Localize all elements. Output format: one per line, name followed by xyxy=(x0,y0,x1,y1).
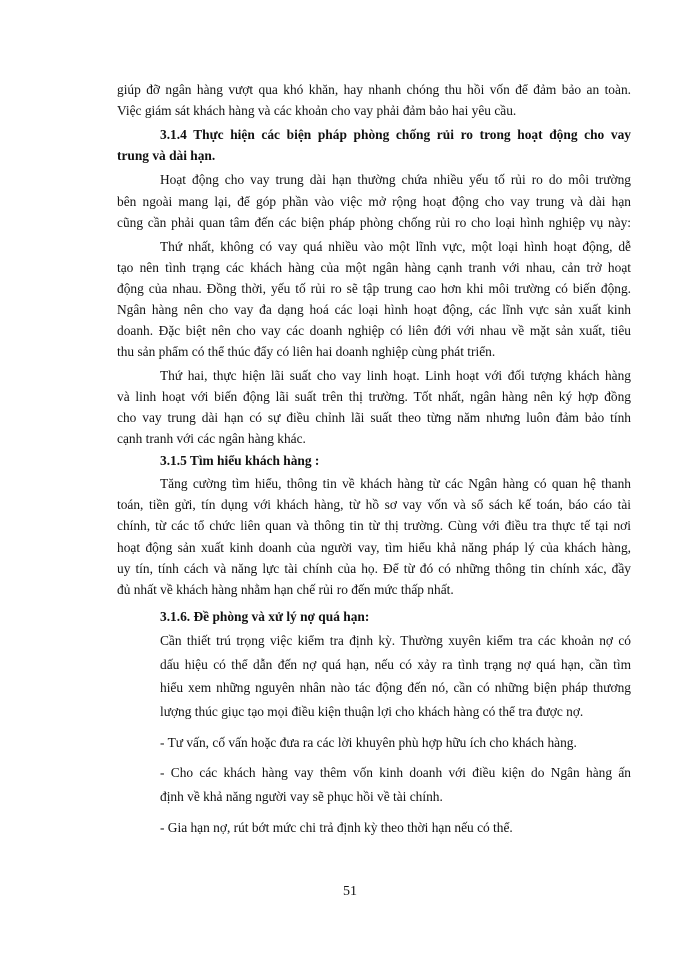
section-heading-line: 3.1.5 Tìm hiểu khách hàng : xyxy=(160,453,320,468)
text-line: giúp đỡ ngân hàng vượt qua khó khăn, hay nhanh chóng thu hồi vốn để đảm bảo an toàn. xyxy=(117,82,631,97)
text-line: doanh. Đặc biệt nên cho vay các doanh nghiệp có liên đới với nhau về mặt sản xuất, tiêu xyxy=(117,323,631,338)
text-line: động của nhau. Đồng thời, yếu tố rủi ro sẽ tập trung cao hơn khi môi trường có biến động. xyxy=(117,281,631,296)
text-line: cho vay trung dài hạn có sự điều chỉnh lãi suất theo từng năm nhưng luôn đảm bảo tính xyxy=(117,410,631,425)
text-line: đủ nhất về khách hàng nhằm hạn chế rủi ro đến mức thấp nhất. xyxy=(117,582,454,597)
text-line: bên ngoài mang lại, để góp phần vào việc mở rộng hoạt động cho vay trung và dài hạn xyxy=(117,194,631,209)
text-line: định về khả năng người vay sẽ phục hồi về tài chính. xyxy=(160,789,443,804)
page-number: 51 xyxy=(343,884,357,899)
text-line: tạo nên tình trạng các khách hàng của một ngân hàng cạnh tranh với nhau, cản trở hoạt xyxy=(117,260,631,275)
text-line: lượng thúc giục tạo mọi điều kiện thuận lợi cho khách hàng có thể tra được nợ. xyxy=(160,704,584,719)
text-line: thu sản phẩm có thể thúc đẩy có liên hai doanh nghiệp cùng phát triển. xyxy=(117,344,496,359)
text-line: Hoạt động cho vay trung dài hạn thường chứa nhiều yếu tố rủi ro do môi trường xyxy=(160,172,631,187)
section-heading-line: 3.1.6. Đề phòng và xử lý nợ quá hạn: xyxy=(160,609,370,624)
text-line: Tăng cường tìm hiểu, thông tin về khách hàng từ các Ngân hàng có quan hệ thanh xyxy=(160,476,631,491)
text-line: - Gia hạn nợ, rút bớt mức chi trả định kỳ theo thời hạn nếu có thể. xyxy=(160,820,513,835)
text-line: cạnh tranh với các ngân hàng khác. xyxy=(117,431,306,446)
text-line: - Tư vấn, cố vấn hoặc đưa ra các lời khuyên phù hợp hữu ích cho khách hàng. xyxy=(160,735,577,750)
section-heading-line: trung và dài hạn. xyxy=(117,148,216,163)
text-line: hiểu xem những nguyên nhân nào tác động đến nó, cần có những biện pháp thương xyxy=(160,680,631,695)
text-line: - Cho các khách hàng vay thêm vốn kinh doanh với điều kiện do Ngân hàng ấn xyxy=(160,765,631,780)
text-line: Thứ hai, thực hiện lãi suất cho vay linh hoạt. Linh hoạt với đối tượng khách hàng xyxy=(160,368,631,383)
text-line: hoạt động sản xuất kinh doanh của người vay, tìm hiểu khả năng pháp lý của khách hàng, xyxy=(117,540,631,555)
text-line: và linh hoạt với biến động lãi suất trên thị trường. Tốt nhất, ngân hàng nên ký hợp đồng xyxy=(117,389,631,404)
text-line: dấu hiệu có thể dẫn đến nợ quá hạn, nếu có xảy ra tình trạng nợ quá hạn, cần tìm xyxy=(160,657,631,672)
text-line: toán, tiền gửi, tín dụng với khách hàng, từ hồ sơ vay vốn và sổ sách kế toán, báo cáo tài xyxy=(117,497,631,512)
text-line: Thứ nhất, không có vay quá nhiều vào một lĩnh vực, một loại hình hoạt động, dễ xyxy=(160,239,631,254)
section-heading-line: 3.1.4 Thực hiện các biện pháp phòng chống rủi ro trong hoạt động cho vay xyxy=(160,127,631,142)
text-line: Cần thiết trú trọng việc kiểm tra định kỳ. Thường xuyên kiểm tra các khoản nợ có xyxy=(160,633,631,648)
text-line: Việc giám sát khách hàng và các khoản cho vay phải đảm bảo hai yêu cầu. xyxy=(117,103,517,118)
text-line: chính, từ các tổ chức liên quan và thông tin từ thị trường. Cùng với điều tra thực tế tại nơi xyxy=(117,518,631,533)
text-line: cũng cần phải quan tâm đến các biện pháp phòng chống rủi ro cho loại hình nghiệp vụ này: xyxy=(117,215,631,230)
text-line: Ngân hàng nên cho vay đa dạng hoá các loại hình hoạt động, các lĩnh vực sản xuất kinh xyxy=(117,302,631,317)
text-line: uy tín, tính cách và năng lực tài chính của họ. Để từ đó có những thông tin chính xác, đầy xyxy=(117,561,631,576)
